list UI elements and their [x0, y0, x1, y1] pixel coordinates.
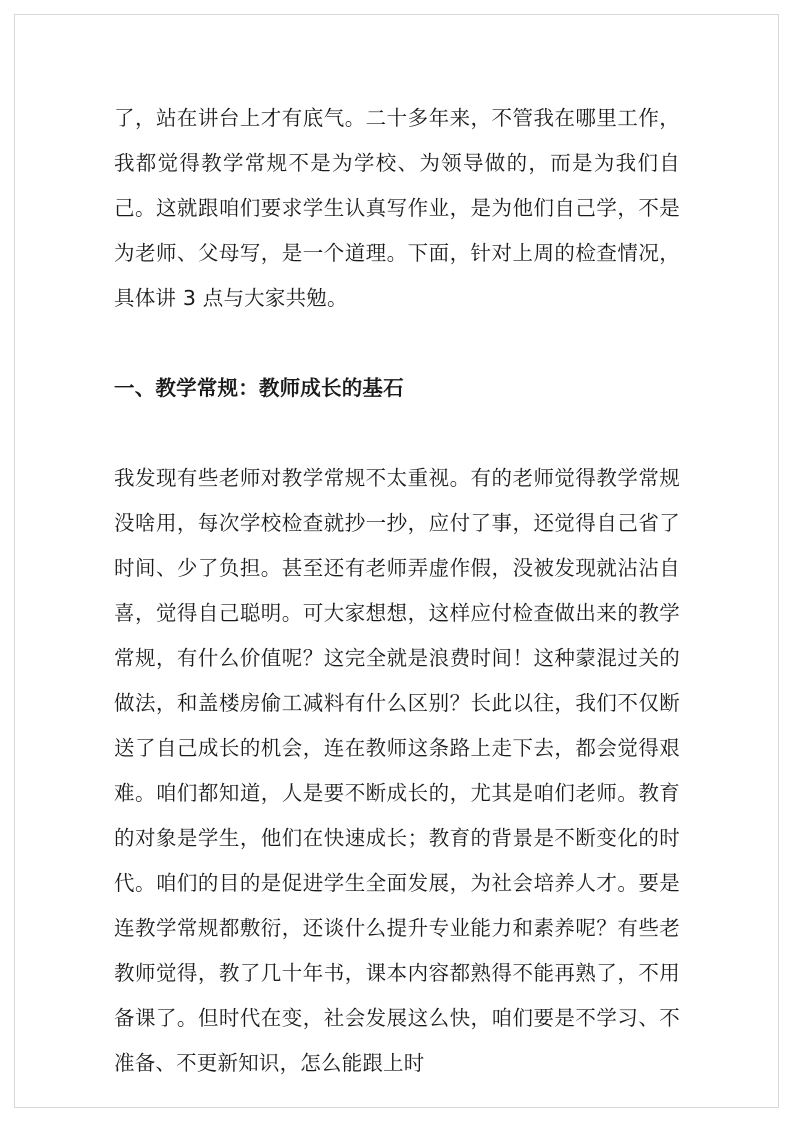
paragraph-opening: 了，站在讲台上才有底气。二十多年来，不管我在哪里工作，我都觉得教学常规不是为学校、为领导做的，而是为我们自己。这就跟咱们要求学生认真写作业，是为他们自己学，不是为老师、父母写，是一个道理。下面，针对上周的检查情况，具体讲 3 点与大家共勉。 [114, 106, 680, 310]
paragraph-spacer-1 [114, 321, 680, 366]
paragraph-spacer-2 [114, 411, 680, 456]
paragraph-section-one-body: 我发现有些老师对教学常规不太重视。有的老师觉得教学常规没啥用，每次学校检查就抄一抄，应付了事，还觉得自己省了时间、少了负担。甚至还有老师弄虚作假，没被发现就沾沾自喜，觉得自己聪明。可大家想想，这样应付检查做出来的教学常规，有什么价值呢？这完全就是浪费时间！这种蒙混过关的做法，和盖楼房偷工减料有什么区别？长此以往，我们不仅断送了自己成长的机会，连在教师这条路上走下去，都会觉得艰难。咱们都知道，人是要不断成长的，尤其是咱们老师。教育的对象是学生，他们在快速成长；教育的背景是不断变化的时代。咱们的目的是促进学生全面发展，为社会培养人才。要是连教学常规都敷衍，还谈什么提升专业能力和素养呢？有些老教师觉得，教了几十年书，课本内容都熟得不能再熟了，不用备课了。但时代在变，社会发展这么快，咱们要是不学习、不准备、不更新知识，怎么能跟上时 [114, 466, 680, 1075]
section-heading-one: 一、教学常规：教师成长的基石 [114, 376, 404, 400]
document-body [114, 96, 680, 1086]
